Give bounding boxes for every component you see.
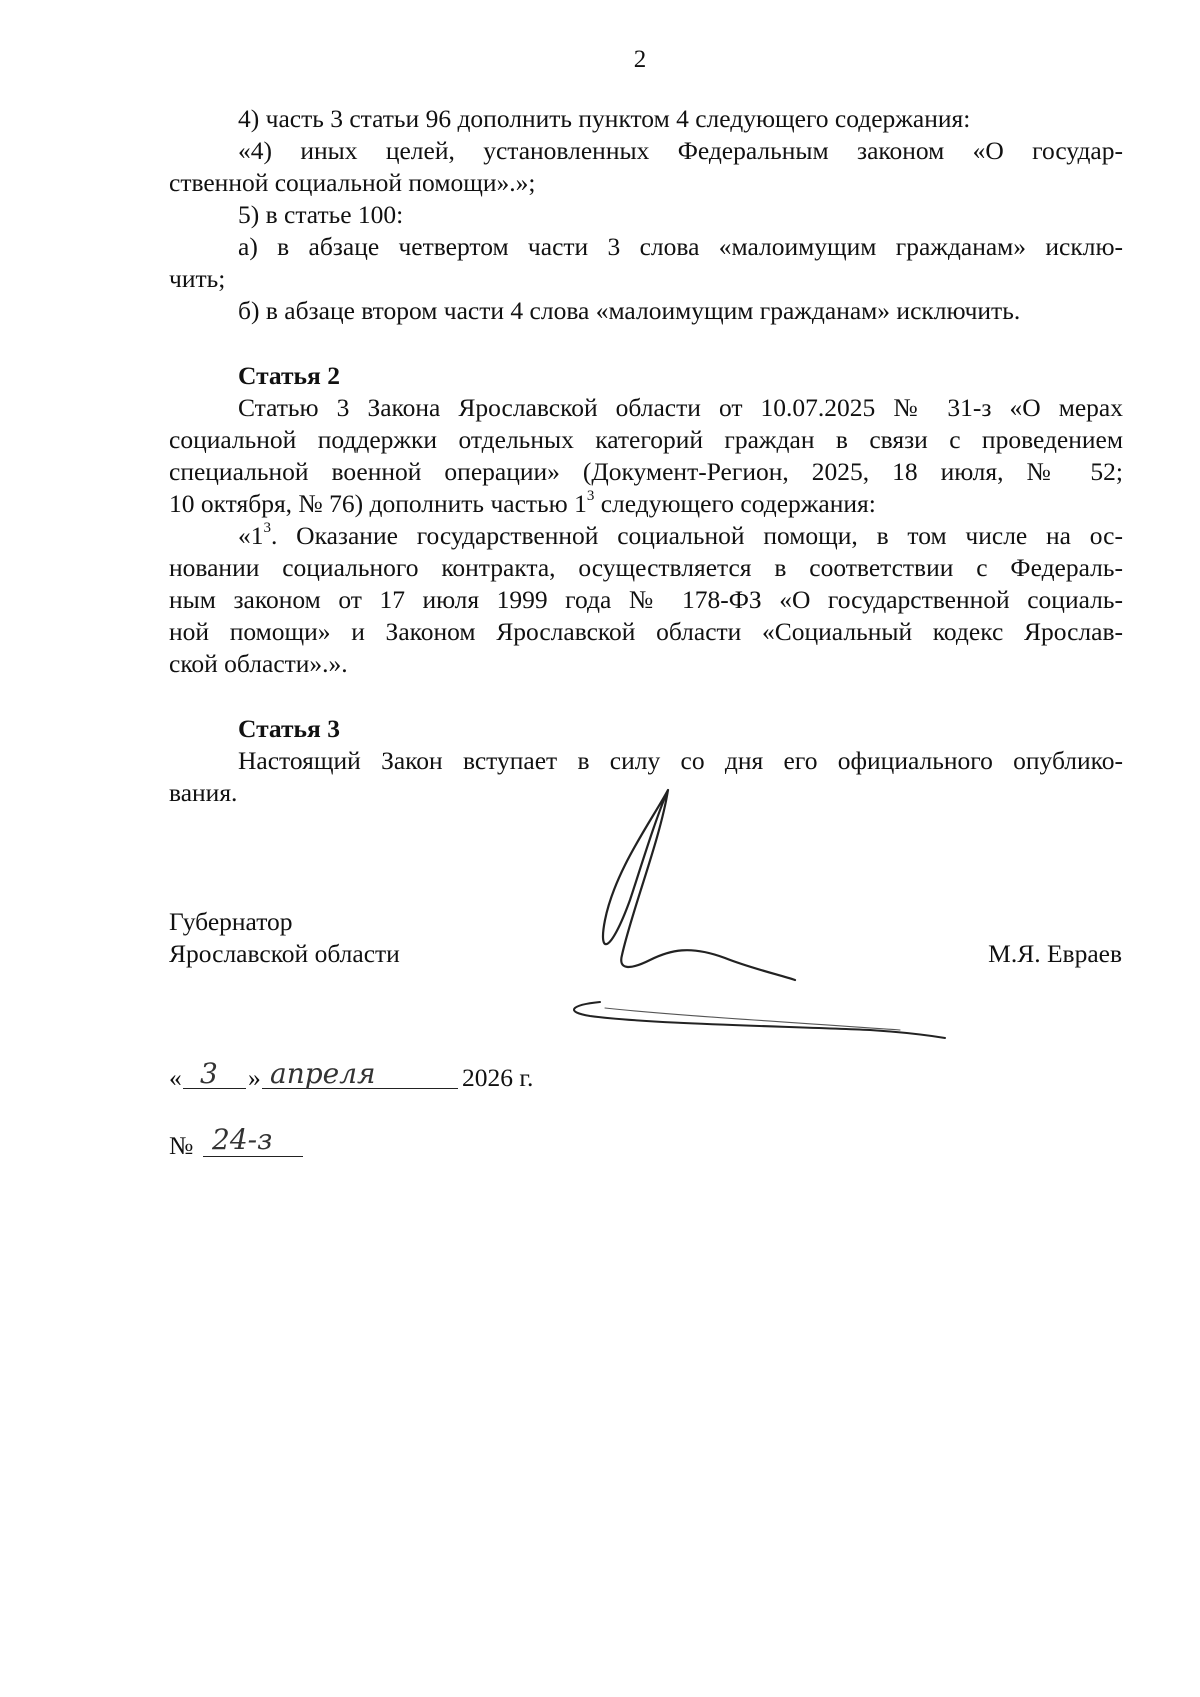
article-2-p1-line4-part1: 10 октября, № 76) дополнить частью 1 <box>169 489 587 518</box>
article-2-paragraph2-line4: ной помощи» и Законом Ярославской области «Социальный кодекс Ярослав- <box>169 617 1123 646</box>
amendment-item-5b: б) в абзаце втором части 4 слова «малоимущим гражданам» исключить. <box>238 296 1021 325</box>
article-3-line2: вания. <box>169 778 238 807</box>
article-3-line1: Настоящий Закон вступает в силу со дня его официального опублико- <box>238 746 1123 775</box>
signatory-title-line2: Ярославской области <box>169 939 400 968</box>
amendment-item-5a-line2: чить; <box>169 264 226 293</box>
page-number: 2 <box>633 46 647 73</box>
article-2-paragraph2-line3: ным законом от 17 июля 1999 года № 178-ФЗ «О государственной социаль- <box>169 585 1123 614</box>
date-close-quote: » <box>248 1063 261 1092</box>
article-2-p2-line1-part2: . Оказание государственной социальной помощи, в том числе на ос- <box>271 521 1123 550</box>
article-2-p2-line1-superscript: 3 <box>263 520 271 536</box>
article-2-p2-line1-part1: «1 <box>238 521 264 550</box>
amendment-item-4: 4) часть 3 статьи 96 дополнить пунктом 4 следующего содержания: <box>238 104 971 133</box>
date-year: 2026 г. <box>462 1063 534 1092</box>
amendment-item-4-text-line2: ственной социальной помощи».»; <box>169 168 536 197</box>
article-3-heading: Статья 3 <box>238 714 340 743</box>
article-2-p1-line4-part2: следующего содержания: <box>594 489 876 518</box>
law-number-label: № <box>169 1131 194 1160</box>
amendment-item-5: 5) в статье 100: <box>238 200 404 229</box>
handwritten-signature <box>560 780 980 1080</box>
date-day: 3 <box>200 1057 218 1090</box>
date-month: апреля <box>270 1057 376 1090</box>
article-2-paragraph1-line2: социальной поддержки отдельных категорий граждан в связи с проведением <box>169 425 1123 454</box>
article-2-paragraph1-line3: специальной военной операции» (Документ-Регион, 2025, 18 июля, № 52; <box>169 457 1123 486</box>
article-2-paragraph1-line1: Статью 3 Закона Ярославской области от 10.07.2025 № 31-з «О мерах <box>238 393 1123 422</box>
article-2-paragraph1-line4 <box>169 488 876 520</box>
signatory-title-line1: Губернатор <box>169 907 293 936</box>
article-2-paragraph2-line2: новании социального контракта, осуществляется в соответствии с Федераль- <box>169 553 1123 582</box>
law-number-value: 24-з <box>212 1123 273 1156</box>
law-number-underline <box>203 1156 303 1157</box>
amendment-item-4-text-line1: «4) иных целей, установленных Федеральным законом «О государ- <box>238 136 1123 165</box>
article-2-heading: Статья 2 <box>238 361 340 390</box>
date-open-quote: « <box>169 1063 182 1092</box>
article-2-paragraph2-line5: ской области».». <box>169 649 348 678</box>
article-2-paragraph2-line1 <box>238 520 1123 552</box>
signatory-name: М.Я. Евраев <box>988 939 1122 968</box>
article-2-p1-line4-superscript: 3 <box>586 488 595 504</box>
amendment-item-5a-line1: а) в абзаце четвертом части 3 слова «малоимущим гражданам» исклю- <box>238 232 1123 261</box>
